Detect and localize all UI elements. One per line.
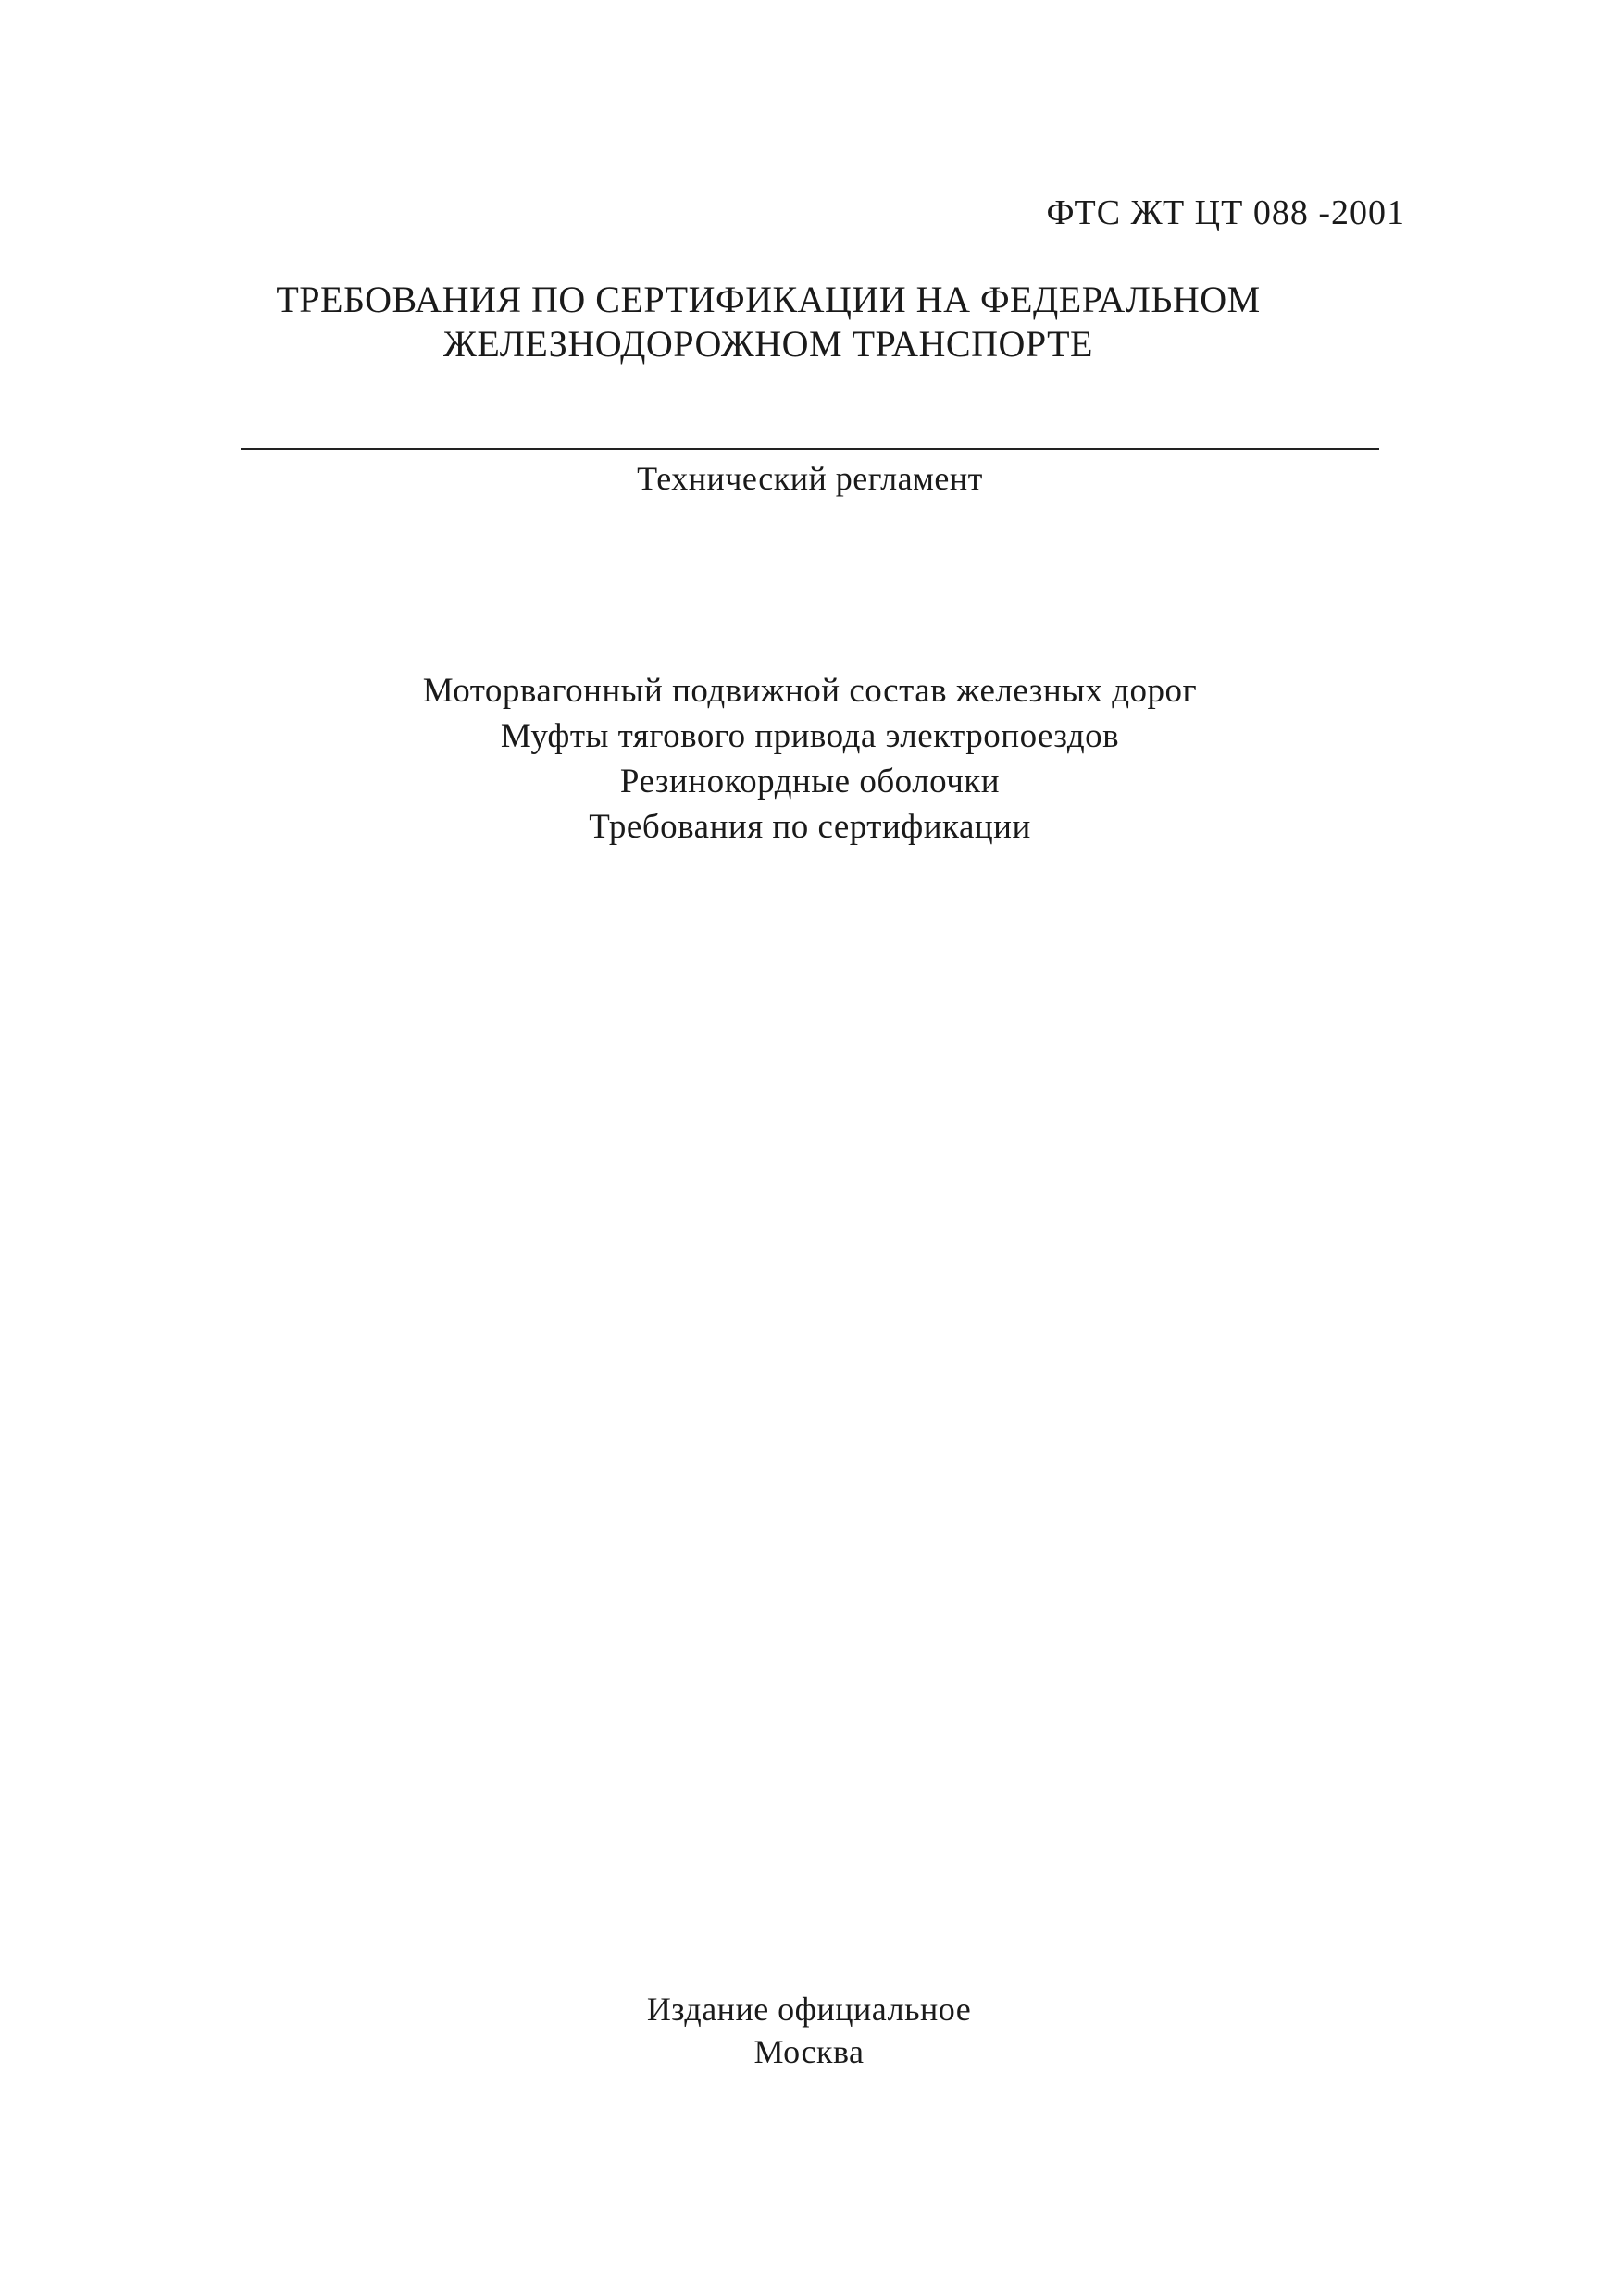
document-title-line-1: ТРЕБОВАНИЯ ПО СЕРТИФИКАЦИИ НА ФЕДЕРАЛЬНОМ [276,279,1261,320]
subject-line-2: Муфты тягового привода электропоездов [500,717,1120,755]
document-title-line-2: ЖЕЛЕЗНОДОРОЖНОМ ТРАНСПОРТЕ [443,323,1093,365]
title-divider [241,448,1379,450]
subject-line-4: Требования по сертификации [589,808,1031,846]
document-subject [278,668,1342,850]
publication-city: Москва [753,2033,865,2070]
document-code: ФТС ЖТ ЦТ 088 -2001 [1046,193,1405,232]
publication-footer [531,1988,1087,2073]
subject-line-3: Резинокордные оболочки [619,763,1001,800]
edition-label: Издание официальное [646,1991,972,2028]
document-type: Технический регламент [637,460,983,497]
document-title [222,278,1314,366]
subject-line-1: Моторвагонный подвижной состав железных дорог [422,672,1198,710]
